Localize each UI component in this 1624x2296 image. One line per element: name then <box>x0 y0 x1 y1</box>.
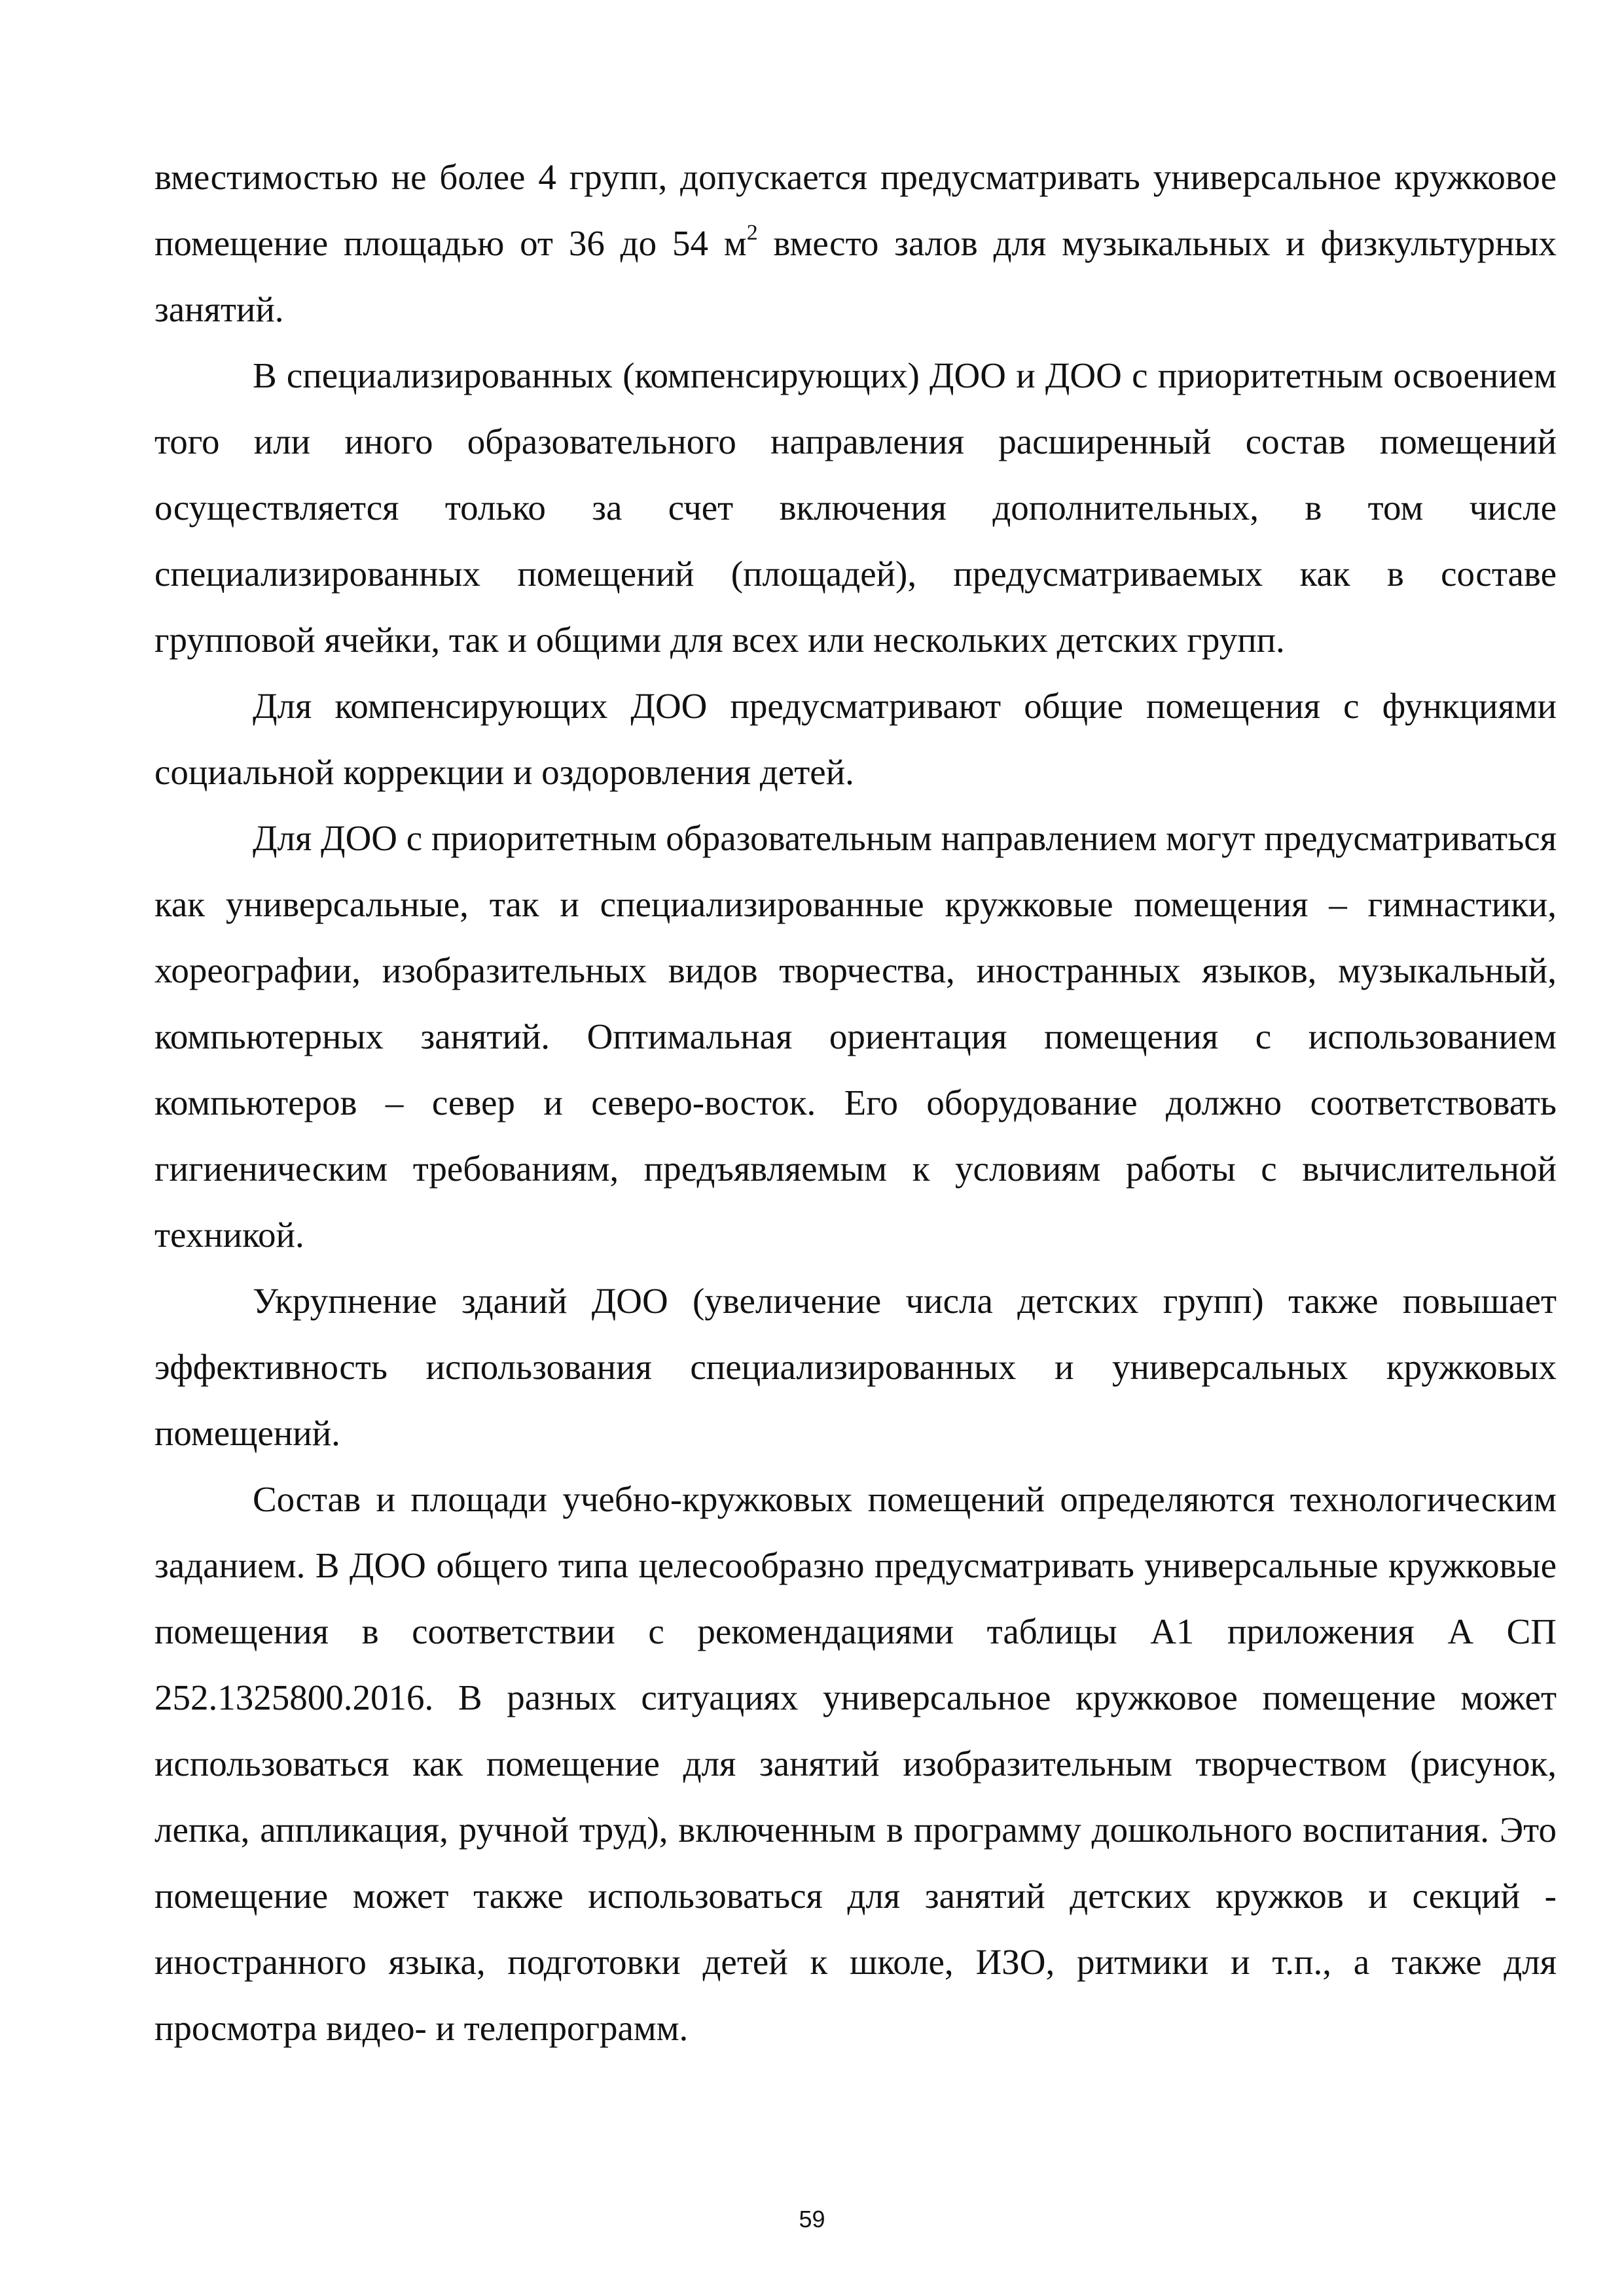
paragraph-3: Для компенсирующих ДОО предусматривают общие помещения с функциями социальной коррекции и оздоровления детей. <box>154 686 1557 792</box>
body-text <box>154 144 1557 2061</box>
paragraph-6: Состав и площади учебно-кружковых помещений определяются технологическим заданием. В ДОО общего типа целесообразно предусматривать универсальные кружковые помещения в соответствии с рекомендациями таблицы А1 приложения А СП 252.1325800.2016. В разных ситуациях универсальное кружковое помещение может использоваться как помещение для занятий изобразительным творчеством (рисунок, лепка, аппликация, ручной труд), включенным в программу дошкольного воспитания. Это помещение может также использоваться для занятий детских кружков и секций - иностранного языка, подготовки детей к школе, ИЗО, ритмики и т.п., а также для просмотра видео- и телепрограмм. <box>154 1479 1557 2048</box>
paragraph-5: Укрупнение зданий ДОО (увеличение числа детских групп) также повышает эффективность использования специализированных и универсальных кружковых помещений. <box>154 1281 1557 1453</box>
paragraph-2: В специализированных (компенсирующих) ДОО и ДОО с приоритетным освоением того или иного образовательного направления расширенный состав помещений осуществляется только за счет включения дополнительных, в том числе специализированных помещений (площадей), предусматриваемых как в составе групповой ячейки, так и общими для всех или нескольких детских групп. <box>154 355 1557 660</box>
paragraph-1 <box>154 144 1557 342</box>
paragraph-4: Для ДОО с приоритетным образовательным направлением могут предусматриваться как универсальные, так и специализированные кружковые помещения – гимнастики, хореографии, изобразительных видов творчества, иностранных языков, музыкальный, компьютерных занятий. Оптимальная ориентация помещения с использованием компьютеров – север и северо-восток. Его оборудование должно соответствовать гигиеническим требованиям, предъявляемым к условиям работы с вычислительной техникой. <box>154 818 1557 1255</box>
page-number: 59 <box>799 2206 825 2233</box>
superscript-2: 2 <box>746 221 758 245</box>
paragraph-1-text-end: вместо залов для музыкальных и физкультурных занятий. <box>154 223 1557 329</box>
paragraph-1-text: вместимостью не более 4 групп, допускается предусматривать универсальное кружковое помещение площадью от 36 до 54 м <box>154 157 1557 263</box>
